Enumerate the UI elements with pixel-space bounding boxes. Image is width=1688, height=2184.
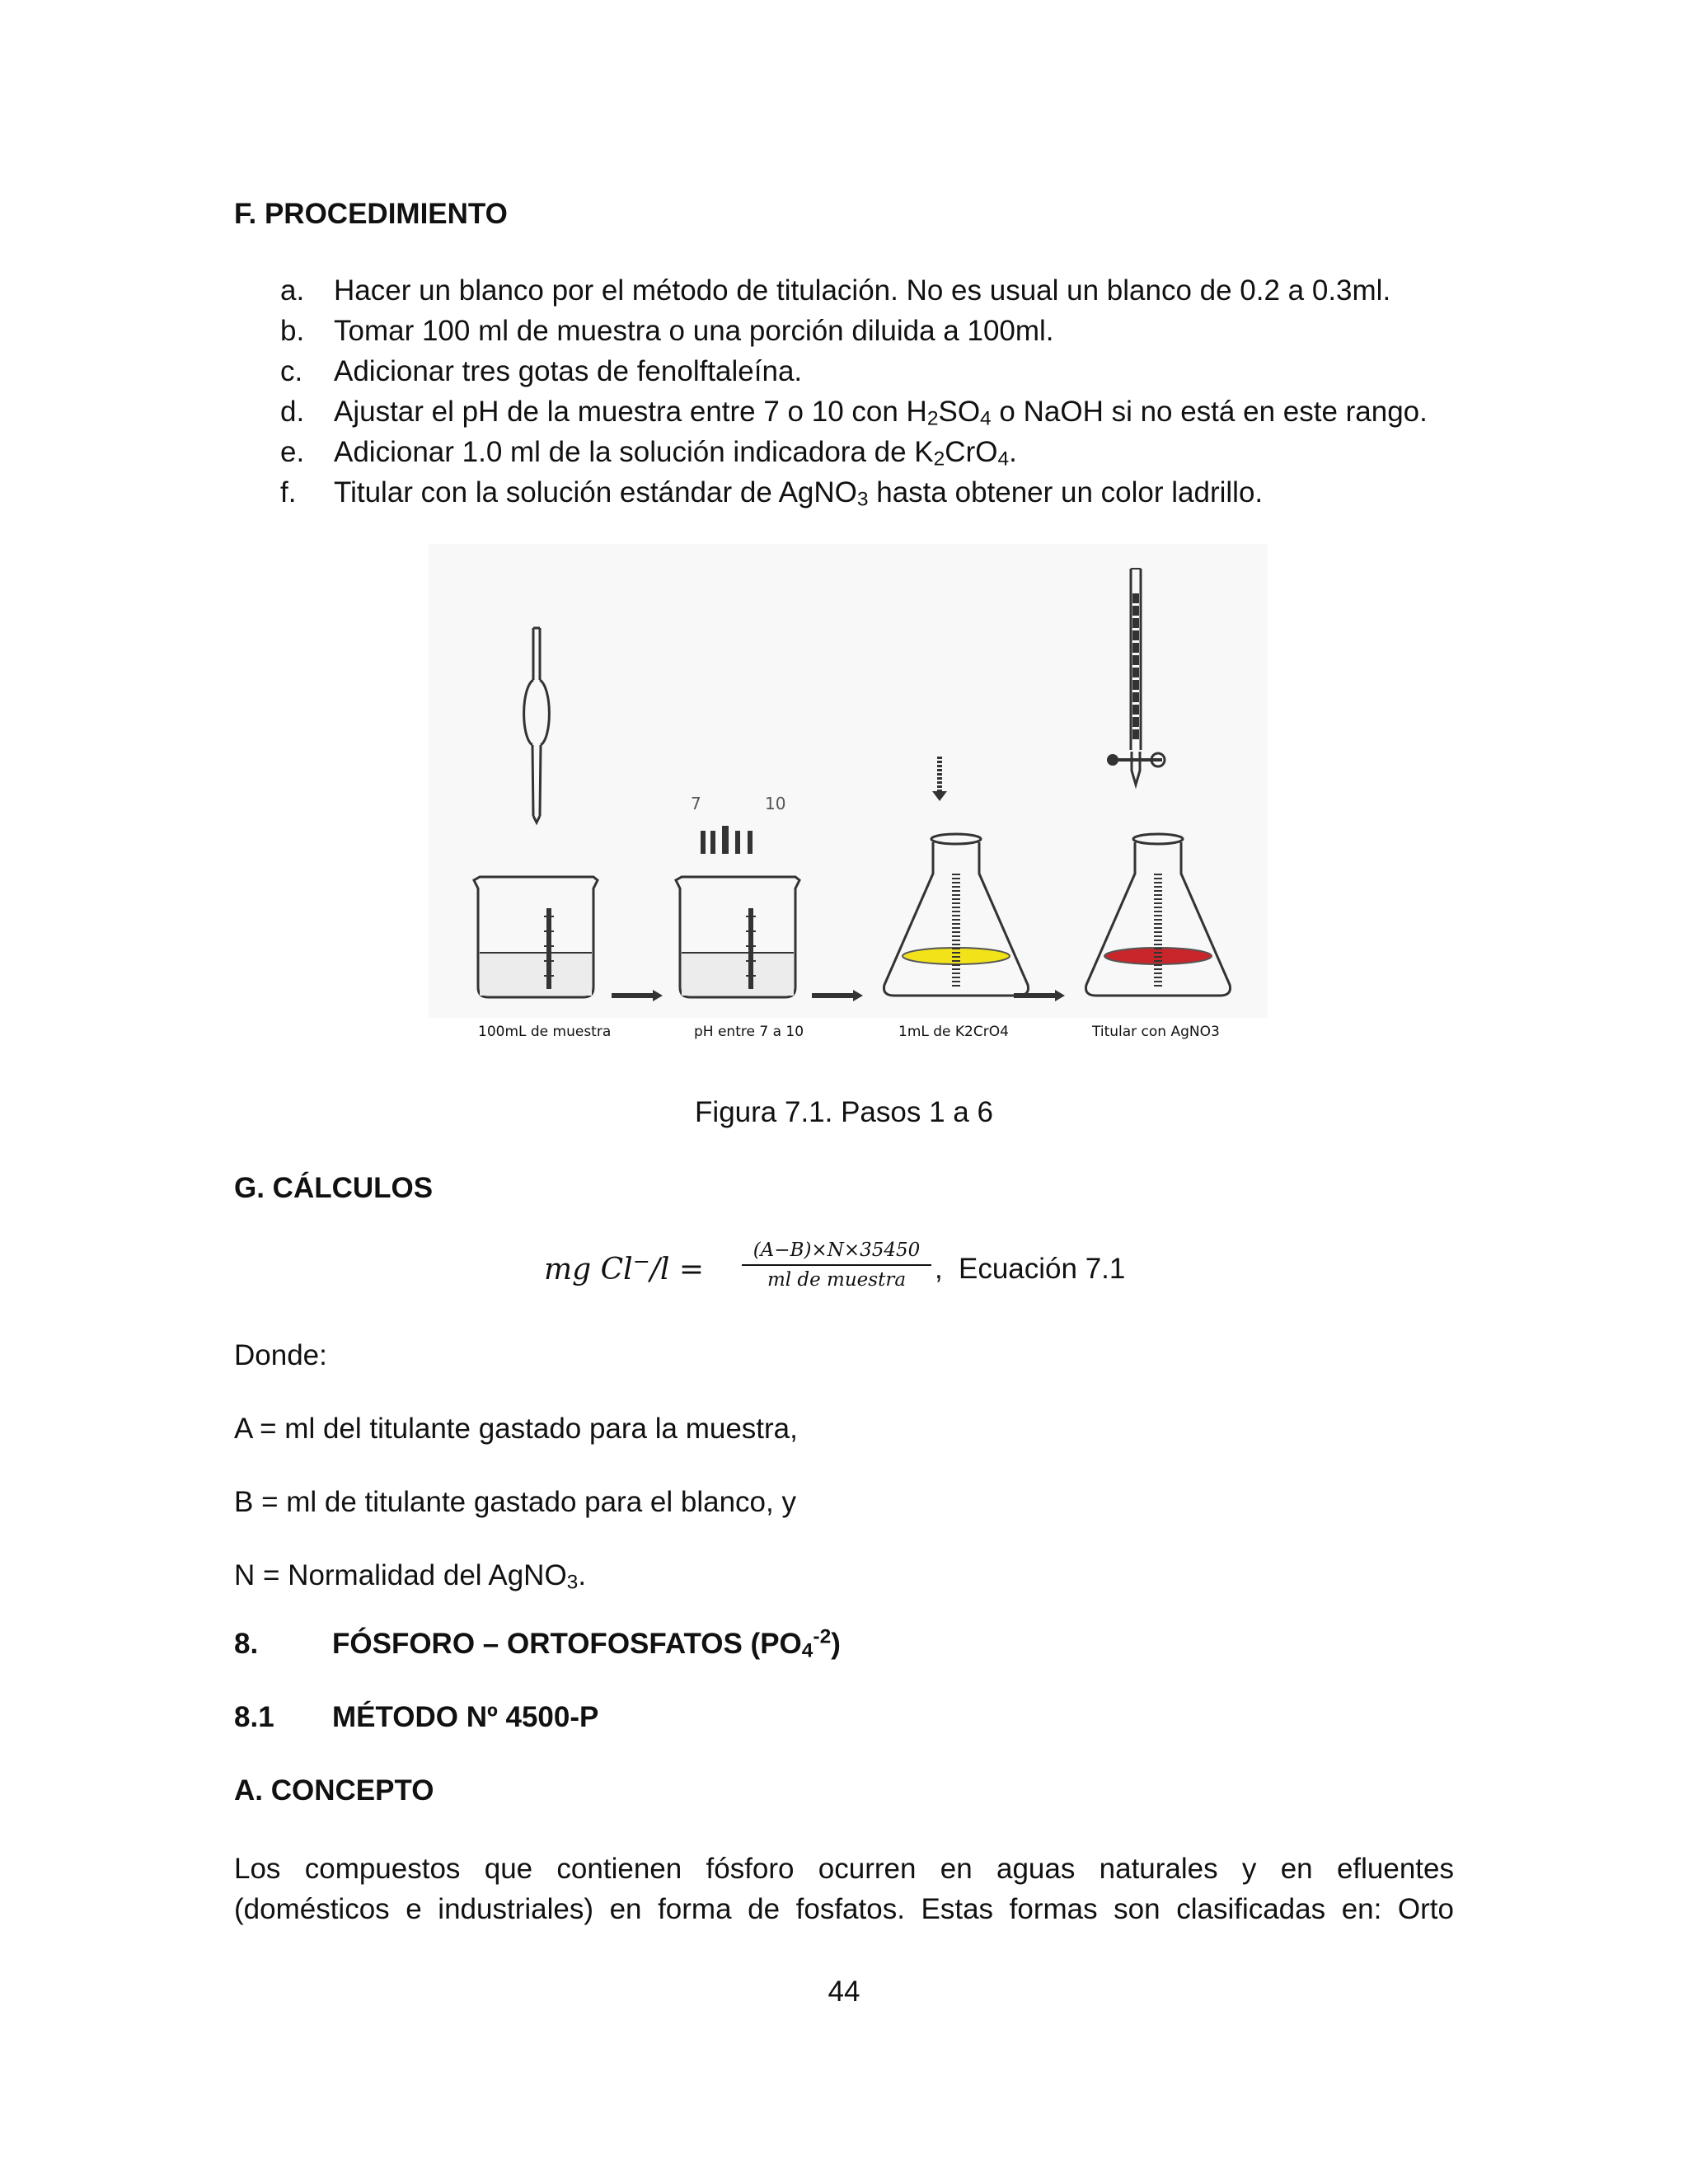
calculations-heading: G. CÁLCULOS — [234, 1172, 434, 1204]
subscript: 2 — [926, 407, 939, 430]
text-segment: hasta obtener un color ladrillo. — [868, 476, 1264, 509]
text-segment: . — [578, 1559, 587, 1591]
definition-b: B = ml de titulante gastado para el blanco, y — [234, 1486, 796, 1518]
beaker-liquid — [480, 953, 592, 996]
concept-line: Los compuestos que contienen fósforo ocurren en aguas naturales y en efluentes — [234, 1853, 1454, 1885]
list-marker: d. — [280, 396, 305, 428]
fraction — [742, 1236, 931, 1294]
text-segment: o NaOH si no está en este rango. — [991, 396, 1428, 428]
list-marker: c. — [280, 355, 303, 387]
list-item-text: Tomar 100 ml de muestra o una porción diluida a 100ml. — [334, 315, 1054, 347]
concept-heading: A. CONCEPTO — [234, 1774, 434, 1807]
procedure-list — [280, 270, 1467, 513]
list-item-text — [334, 391, 1428, 432]
subsection-title: MÉTODO Nº 4500-P — [332, 1701, 599, 1733]
equation-lhs — [544, 1249, 705, 1286]
list-item — [280, 391, 1467, 432]
section-title — [332, 1625, 841, 1662]
subscript: 4 — [801, 1639, 814, 1662]
superscript: -2 — [813, 1625, 832, 1648]
text-segment: Ajustar el pH de la muestra entre 7 o 10 con H — [334, 396, 927, 428]
text-segment: CrO — [945, 436, 998, 468]
beaker-liquid — [682, 953, 794, 996]
list-marker: a. — [280, 274, 305, 307]
ph-low-label: 7 — [691, 794, 701, 813]
text-segment: SO — [938, 396, 981, 428]
list-item — [280, 270, 1467, 311]
text-segment: . — [1009, 436, 1017, 468]
text-segment: Adicionar 1.0 ml de la solución indicadora de K — [334, 436, 934, 468]
text-segment: FÓSFORO – ORTOFOSFATOS (PO — [332, 1628, 802, 1660]
equation-text: mg Cl — [544, 1253, 633, 1286]
equation-separator: , — [935, 1253, 943, 1285]
numerator: (A−B)×N×35450 — [742, 1236, 931, 1266]
list-item — [280, 311, 1467, 351]
figure-label: 1mL de K2CrO4 — [898, 1024, 1009, 1040]
titration-illustration — [429, 544, 1268, 1018]
subscript: 2 — [933, 448, 945, 471]
list-item-text — [334, 432, 1017, 472]
list-item-text: Hacer un blanco por el método de titulación. No es usual un blanco de 0.2 a 0.3ml. — [334, 274, 1391, 307]
subsection-number: 8.1 — [234, 1701, 274, 1733]
where-label: Donde: — [234, 1339, 327, 1371]
superscript: − — [632, 1249, 650, 1273]
figure-label: Titular con AgNO3 — [1092, 1024, 1220, 1040]
list-marker: f. — [280, 476, 297, 509]
list-marker: e. — [280, 436, 305, 468]
list-marker: b. — [280, 315, 305, 347]
page-number: 44 — [828, 1975, 860, 2008]
text-segment: N = Normalidad del AgNO — [234, 1559, 567, 1591]
equation-label: Ecuación 7.1 — [959, 1253, 1126, 1285]
denominator: ml de muestra — [767, 1269, 907, 1291]
figure-label: pH entre 7 a 10 — [694, 1024, 804, 1040]
procedure-heading: F. PROCEDIMIENTO — [234, 198, 508, 230]
subscript: 3 — [566, 1571, 579, 1594]
definition-a: A = ml del titulante gastado para la muestra, — [234, 1413, 798, 1445]
text-segment: Titular con la solución estándar de AgNO — [334, 476, 857, 509]
figure-label: 100mL de muestra — [478, 1024, 612, 1040]
list-item-text — [334, 472, 1263, 513]
definition-n — [234, 1555, 1454, 1596]
concept-line: (domésticos e industriales) en forma de fosfatos. Estas formas son clasificadas en: Orto — [234, 1893, 1454, 1925]
section-number: 8. — [234, 1628, 259, 1660]
ph-high-label: 10 — [765, 794, 786, 813]
list-item-text: Adicionar tres gotas de fenolftaleína. — [334, 355, 803, 387]
list-item — [280, 432, 1467, 472]
figure-caption: Figura 7.1. Pasos 1 a 6 — [695, 1096, 993, 1128]
subscript: 4 — [997, 448, 1010, 471]
subscript: 4 — [980, 407, 992, 430]
subscript: 3 — [856, 488, 869, 511]
equation-text: /l = — [649, 1253, 705, 1286]
text-segment: ) — [831, 1628, 841, 1660]
titration-figure — [429, 544, 1268, 1055]
list-item — [280, 472, 1467, 513]
list-item — [280, 351, 1467, 391]
